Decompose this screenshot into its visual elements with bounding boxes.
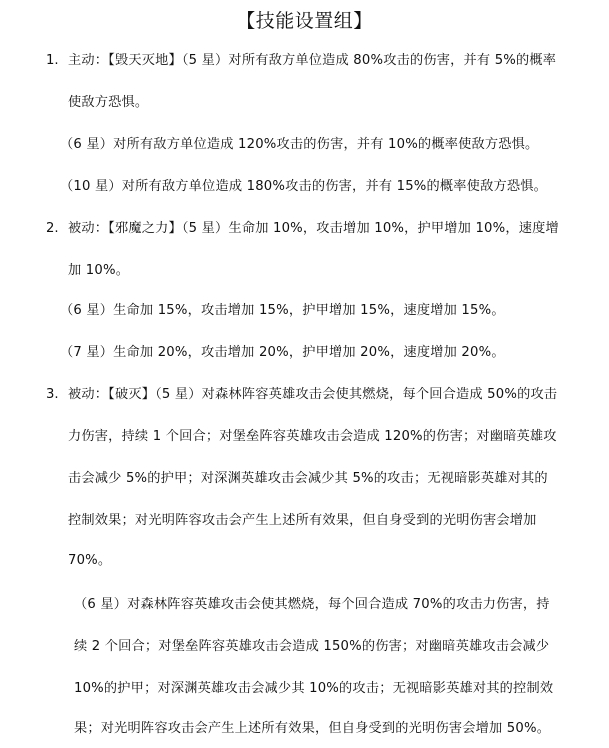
skill-3-line-4: 控制效果；对光明阵容攻击会产生上述所有效果，但自身受到的光明伤害会增加 [68,513,537,528]
skill-3-line-2: 力伤害，持续 1 个回合；对堡垒阵容英雄攻击会造成 120%的伤害；对幽暗英雄攻 [68,429,557,444]
skill-3-upgrade-line-1: （6 星）对森林阵容英雄攻击会使其燃烧，每个回合造成 70%的攻击力伤害，持 [74,597,550,612]
skill-3-upgrade-line-2: 续 2 个回合；对堡垒阵容英雄攻击会造成 150%的伤害；对幽暗英雄攻击会减少 [74,639,550,654]
skill-2-number: 2. [46,221,59,236]
skill-1-number: 1. [46,53,59,68]
skill-1-line-1: 主动：【毁天灭地】（5 星）对所有敌方单位造成 80%攻击的伤害，并有 5%的概率 [68,53,557,68]
skill-3-line-1: 被动：【破灭】（5 星）对森林阵容英雄攻击会使其燃烧，每个回合造成 50%的攻击 [68,387,558,402]
skill-2-upgrade-6-star: （6 星）生命加 15%，攻击增加 15%，护甲增加 15%，速度增加 15%。 [60,303,505,318]
skill-2-line-1: 被动：【邪魔之力】（5 星）生命加 10%，攻击增加 10%，护甲增加 10%，速度增 [68,221,559,236]
skill-1-upgrade-10-star: （10 星）对所有敌方单位造成 180%攻击的伤害，并有 15%的概率使敌方恐惧。 [60,179,548,194]
skill-2-line-2: 加 10%。 [68,263,130,278]
skill-1-line-2: 使敌方恐惧。 [68,95,149,110]
skill-1-upgrade-6-star: （6 星）对所有敌方单位造成 120%攻击的伤害，并有 10%的概率使敌方恐惧。 [60,137,539,152]
skill-3-upgrade-line-4: 果；对光明阵容攻击会产生上述所有效果，但自身受到的光明伤害会增加 50%。 [74,721,551,736]
skill-3-line-5: 70%。 [68,553,112,568]
skill-3-upgrade-line-3: 10%的护甲；对深渊英雄攻击会减少其 10%的攻击；无视暗影英雄对其的控制效 [74,681,554,696]
skill-2-upgrade-7-star: （7 星）生命加 20%，攻击增加 20%，护甲增加 20%，速度增加 20%。 [60,345,505,360]
skill-3-number: 3. [46,387,59,402]
document-title: 【技能设置组】 [236,10,373,32]
skill-3-line-3: 击会减少 5%的护甲；对深渊英雄攻击会减少其 5%的攻击；无视暗影英雄对其的 [68,471,548,486]
